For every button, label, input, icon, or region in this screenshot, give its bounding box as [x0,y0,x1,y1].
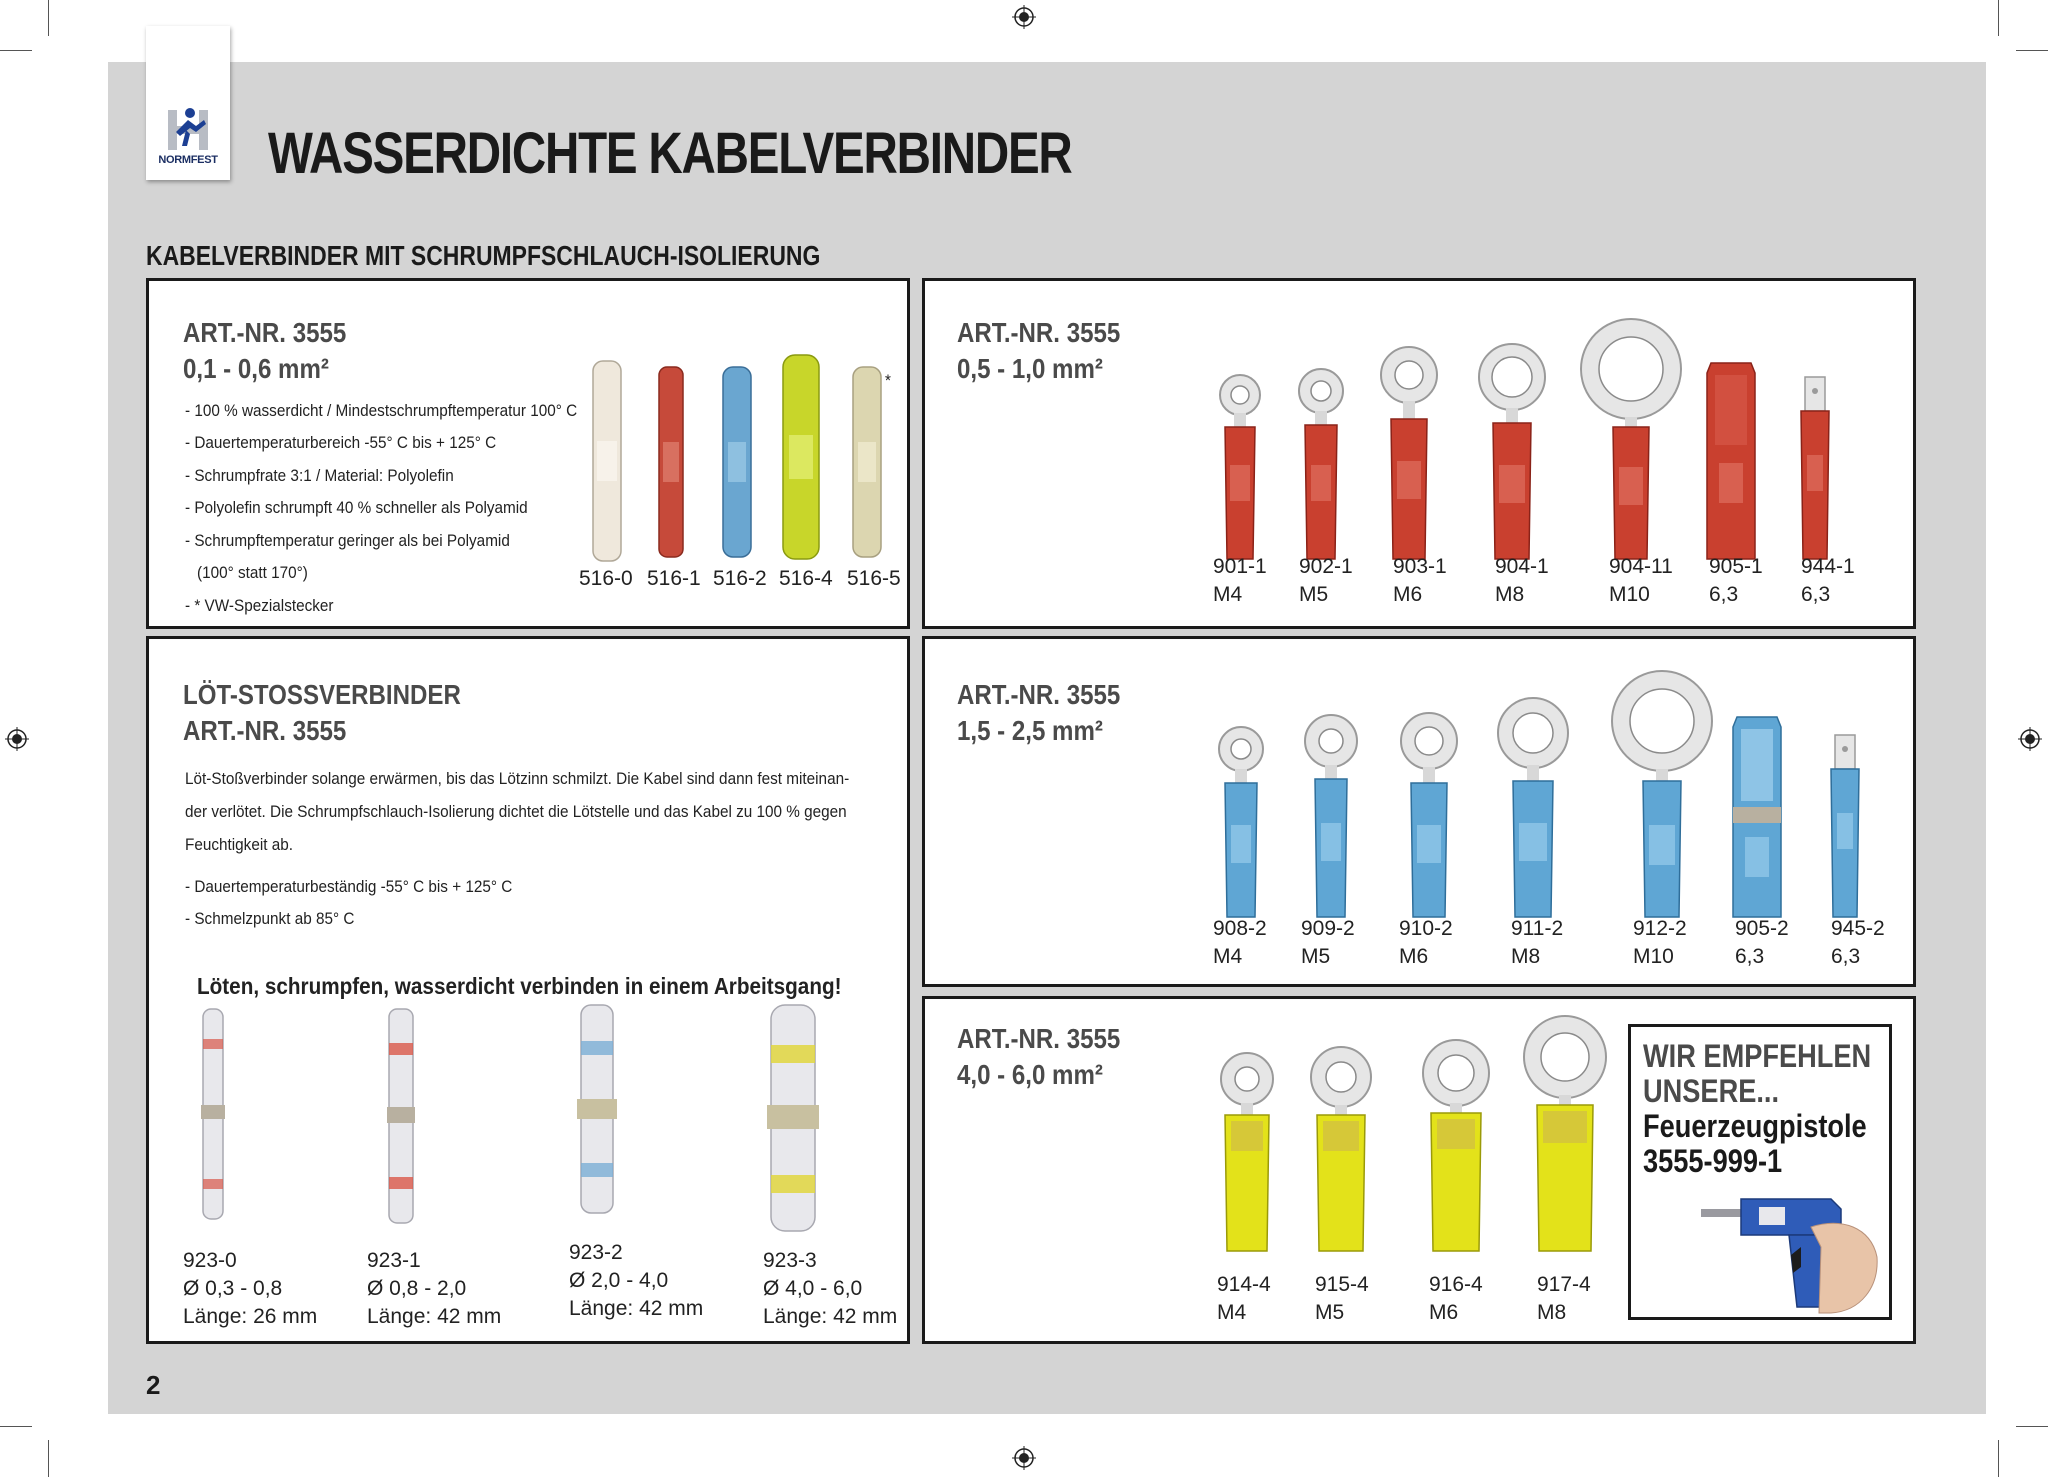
product-code: 923-1 Ø 0,8 - 2,0 Länge: 42 mm [367,1249,502,1328]
ring-terminal-icon [1399,711,1459,917]
product-code: 901-1 M4 [1213,555,1267,606]
ring-terminal-icon [1421,1037,1491,1251]
recommendation-line: 3555-999-1 [1643,1143,1783,1179]
panel-3555-0-1-0-6 [146,278,910,629]
product-code: 516-5 [847,567,901,590]
page-title: WASSERDICHTE KABELVERBINDER [268,121,1072,186]
product-code: 912-2 M10 [1633,917,1687,968]
bullet-text: - * VW-Spezialstecker [185,596,334,615]
slogan: Löten, schrumpfen, wasserdicht verbinden in einem Arbeitsgang! [197,973,842,999]
recommendation-box [1628,1024,1892,1320]
crop-mark [2016,1426,2048,1427]
product-code: 945-2 6,3 [1831,917,1885,968]
product-code: 516-0 [579,567,633,590]
product-code: 910-2 M6 [1399,917,1453,968]
panel-heading: ART.-NR. 3555 [957,1023,1121,1054]
paragraph-line: Löt-Stoßverbinder solange erwärmen, bis das Lötzinn schmilzt. Die Kabel sind dann fest miteinan- [185,769,850,788]
bullet-text: - Schmelzpunkt ab 85° C [185,909,355,928]
ring-terminal-icon [1497,695,1569,917]
product-code: 516-4 [779,567,833,590]
panel-heading: 0,5 - 1,0 mm² [957,353,1103,384]
panel-heading: ART.-NR. 3555 [957,317,1121,348]
registration-mark-icon [5,727,29,751]
product-code: 908-2 M4 [1213,917,1267,968]
bullet-text: - Dauertemperaturbeständig -55° C bis + 125° C [185,877,513,896]
section-subtitle: KABELVERBINDER MIT SCHRUMPFSCHLAUCH-ISOLIERUNG [146,240,821,271]
product-code: 516-2 [713,567,767,590]
butt-connector-icon [651,367,691,557]
crop-mark [0,1426,32,1427]
panel-heading: ART.-NR. 3555 [183,715,347,746]
product-code: 916-4 M6 [1429,1273,1483,1324]
logo-figure-icon [166,106,210,152]
panel-loet-stossverbinder [146,636,910,1344]
flat-receptacle-icon [1729,717,1785,917]
product-code: 915-4 M5 [1315,1273,1369,1324]
product-code: 944-1 6,3 [1801,555,1855,606]
bullet-text: - Schrumpftemperatur geringer als bei Polyamid [185,531,510,550]
logo [146,26,230,180]
bullet-text: - Schrumpfrate 3:1 / Material: Polyolefin [185,466,454,485]
bullet-text: - Polyolefin schrumpft 40 % schneller als Polyamid [185,498,528,517]
panel-heading: 0,1 - 0,6 mm² [183,353,329,384]
ring-terminal-icon [1295,367,1347,559]
registration-mark-icon [1012,1446,1036,1470]
flat-receptacle-icon [1703,363,1759,559]
panel-3555-0-5-1-0 [922,278,1916,629]
product-code: 904-11 M10 [1609,555,1673,606]
bullet-text: - Dauertemperaturbereich -55° C bis + 125° C [185,433,497,452]
crop-mark [48,1440,49,1477]
panel-3555-1-5-2-5 [922,636,1916,987]
product-code: 909-2 M5 [1301,917,1355,968]
recommendation-line: WIR EMPFEHLEN [1643,1038,1872,1074]
ring-terminal-icon [1523,1013,1607,1251]
butt-connector-icon [847,367,887,557]
product-code: 904-1 M8 [1495,555,1549,606]
product-code: 905-1 6,3 [1709,555,1763,606]
product-code: 903-1 M6 [1393,555,1447,606]
paragraph-line: der verlötet. Die Schrumpfschlauch-Isolierung dichtet die Lötstelle und das Kabel zu 100 % gegen [185,802,847,821]
bullet-text: (100° statt 170°) [197,563,308,582]
panel-heading: 4,0 - 6,0 mm² [957,1059,1103,1090]
product-code: 905-2 6,3 [1735,917,1789,968]
product-code: 914-4 M4 [1217,1273,1271,1324]
registration-mark-icon [2018,727,2042,751]
product-code: 911-2 M8 [1511,917,1564,968]
page-number: 2 [146,1370,161,1400]
torch-lighter-icon [1701,1187,1881,1315]
solder-sleeve-icon [571,1005,623,1213]
panel-heading: 1,5 - 2,5 mm² [957,715,1103,746]
panel-heading: ART.-NR. 3555 [957,679,1121,710]
product-code: 923-0 Ø 0,3 - 0,8 Länge: 26 mm [183,1249,318,1328]
product-code: 902-1 M5 [1299,555,1353,606]
panel-heading: LÖT-STOSSVERBINDER [183,679,461,710]
ring-terminal-icon [1575,317,1687,559]
product-code: 923-3 Ø 4,0 - 6,0 Länge: 42 mm [763,1249,898,1328]
solder-sleeve-icon [379,1009,423,1223]
recommendation-line: UNSERE... [1643,1073,1780,1109]
ring-terminal-icon [1303,713,1359,917]
crop-mark [0,50,32,51]
ring-terminal-icon [1215,373,1265,559]
ring-terminal-icon [1309,1045,1373,1251]
butt-connector-icon [779,355,823,559]
flat-tab-icon [1825,735,1865,917]
product-code: 917-4 M8 [1537,1273,1591,1324]
crop-mark [1998,1440,1999,1477]
flat-tab-icon [1795,377,1835,559]
panel-heading: ART.-NR. 3555 [183,317,347,348]
asterisk-mark: * [885,371,891,390]
butt-connector-icon [587,361,627,561]
crop-mark [48,0,49,36]
solder-sleeve-icon [761,1005,825,1231]
logo-text: NORMFEST [158,154,218,166]
product-code: 923-2 Ø 2,0 - 4,0 Länge: 42 mm [569,1241,704,1320]
ring-terminal-icon [1215,725,1267,917]
ring-terminal-icon [1607,669,1717,917]
bullet-text: - 100 % wasserdicht / Mindestschrumpftemperatur 100° C [185,401,578,420]
ring-terminal-icon [1217,1051,1277,1251]
crop-mark [1998,0,1999,36]
solder-sleeve-icon [193,1009,233,1219]
crop-mark [2016,50,2048,51]
ring-terminal-icon [1379,345,1439,559]
paragraph-line: Feuchtigkeit ab. [185,835,294,854]
recommendation-line: Feuerzeugpistole [1643,1108,1867,1144]
product-code: 516-1 [647,567,701,590]
ring-terminal-icon [1477,341,1547,559]
registration-mark-icon [1012,5,1036,29]
butt-connector-icon [717,367,757,557]
